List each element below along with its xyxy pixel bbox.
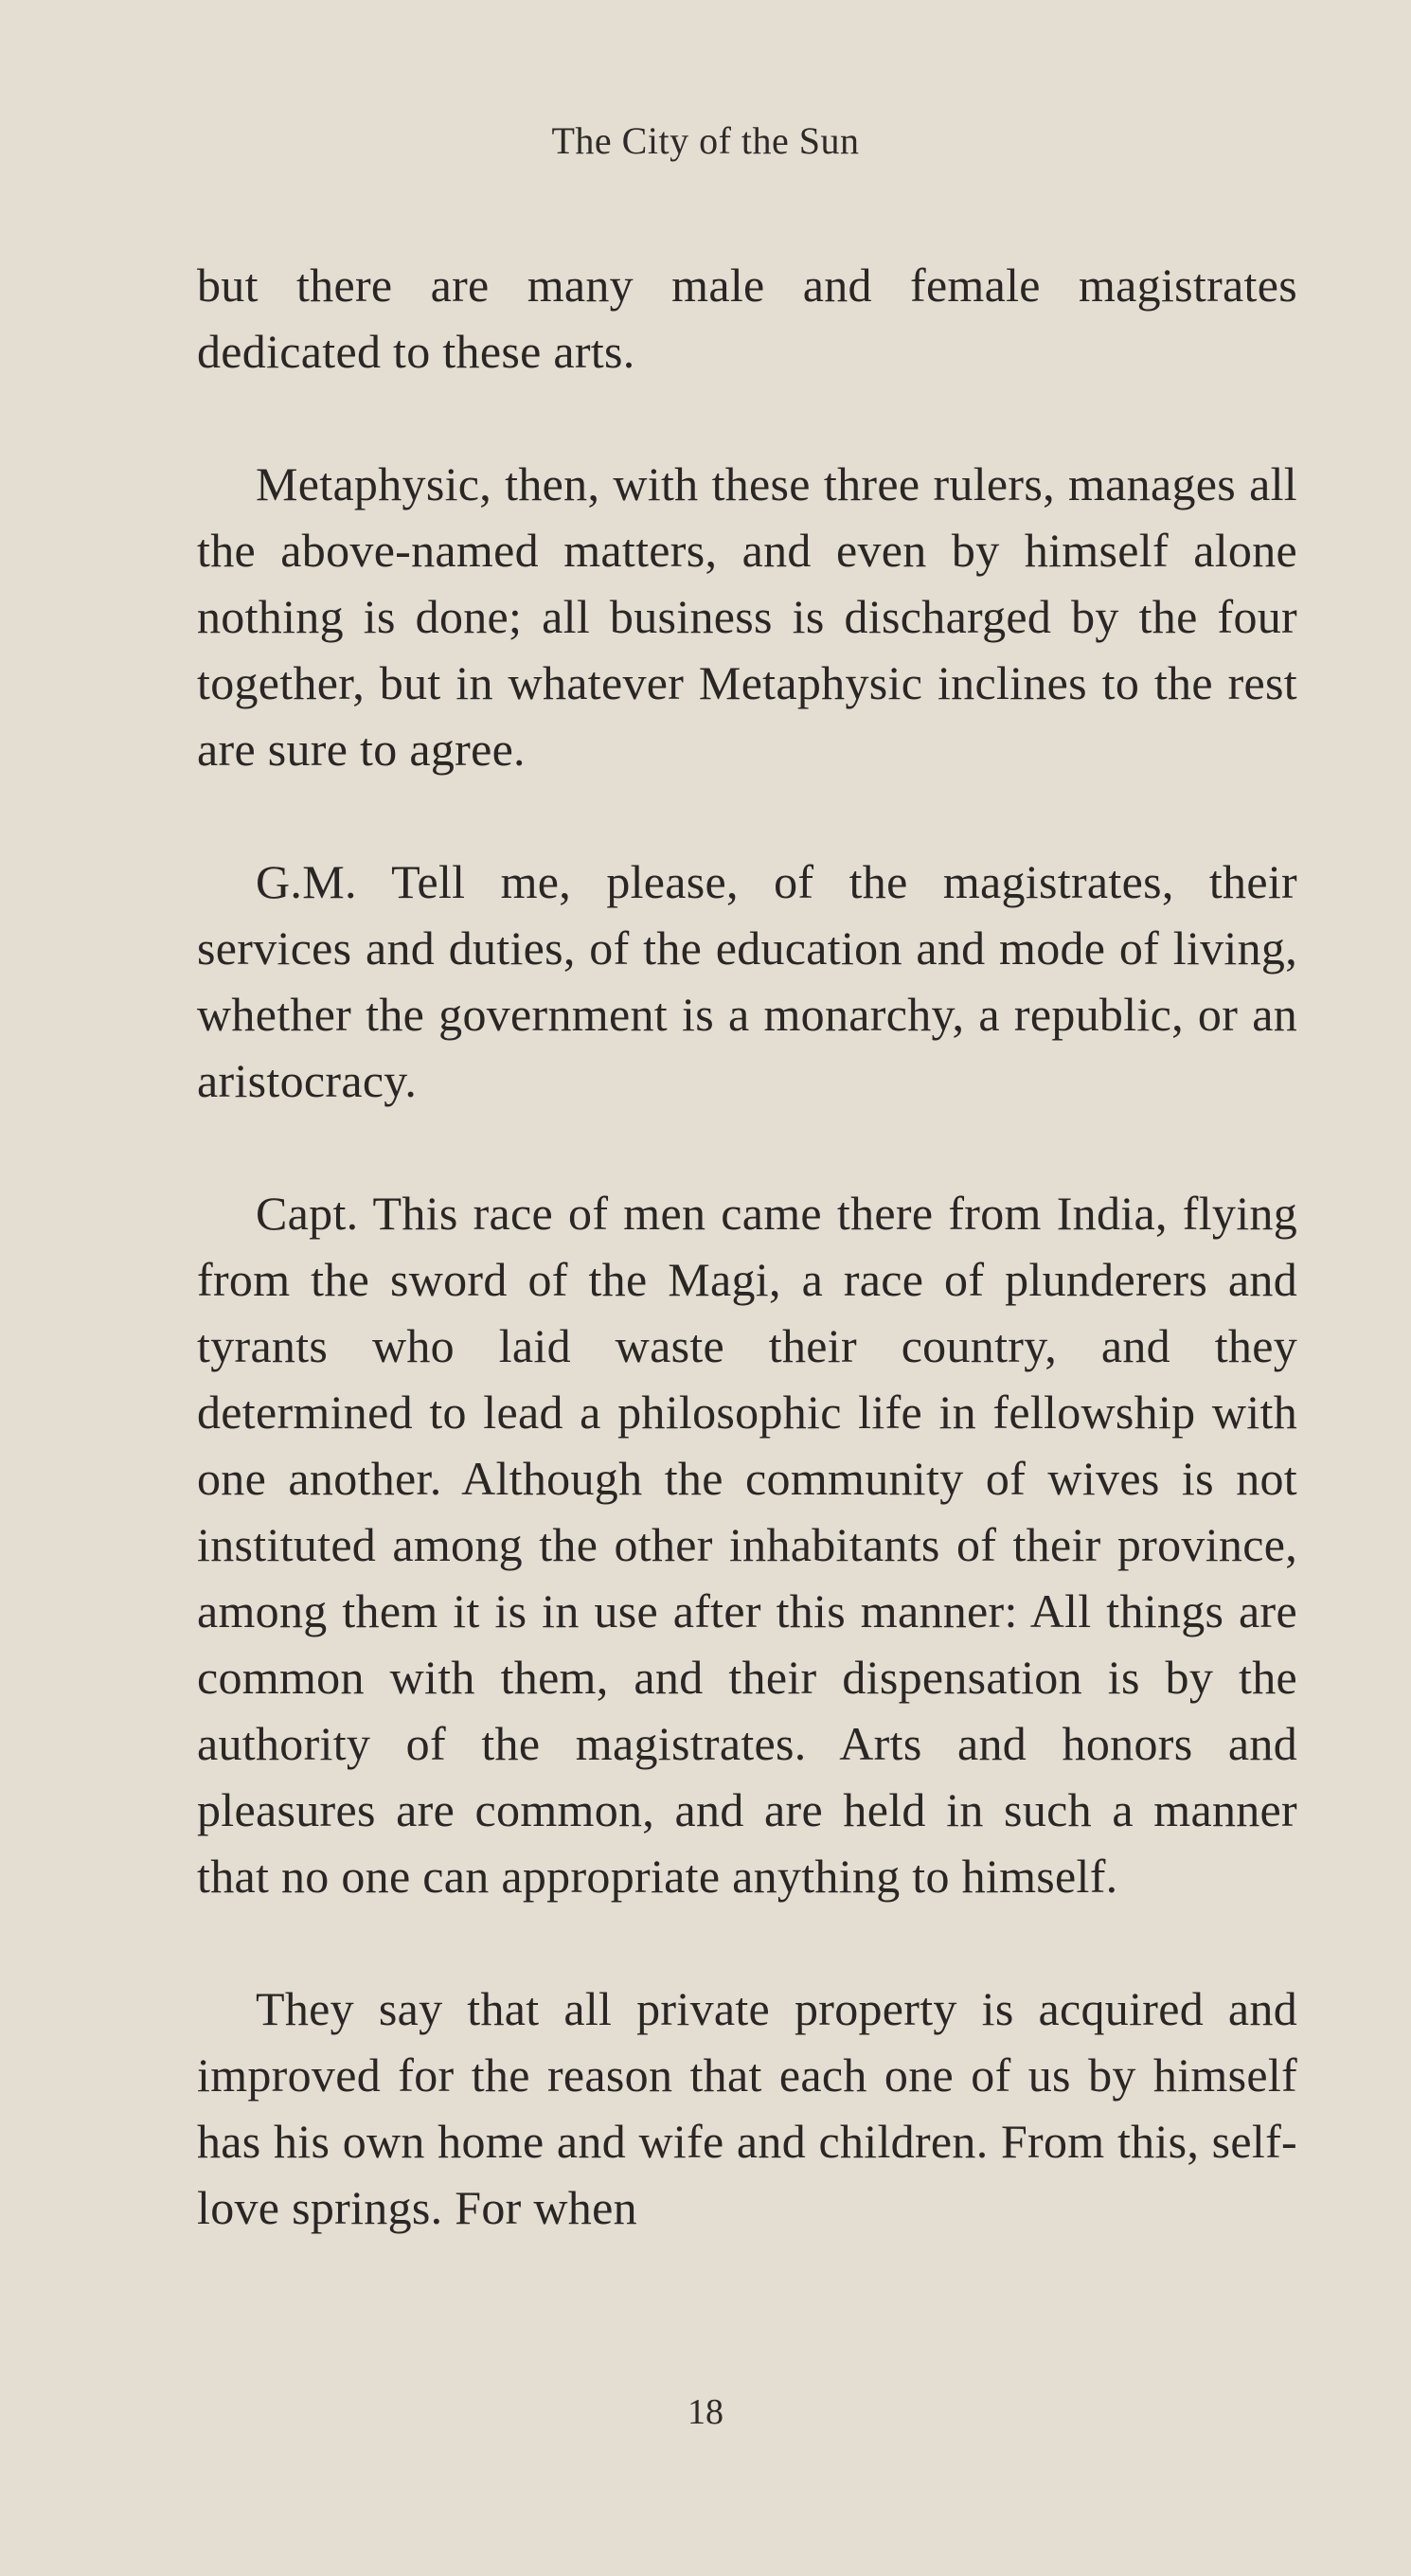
paragraph-capt-answer: Capt. This race of men came there from India, flying from the sword of the Magi, a race of plunderers and tyrants who laid waste their country, and they determined to lead a philosophic life in fellowship with one another. Although the community of wives is not instituted among the other inhabitants of their province, among them it is in use after this manner: All things are common with them, and their dispensation is by the authority of the magistrates. Arts and honors and pleasures are common, and are held in such a manner that no one can appropriate anything to himself.: [197, 1187, 1297, 1903]
paragraph-metaphysic: Metaphysic, then, with these three rulers, manages all the above-named matters, and even by himself alone nothing is done; all business is discharged by the four together, but in whatever Metaphysic inclines to the rest are sure to agree.: [197, 457, 1297, 776]
paragraph-continued: but there are many male and female magistrates dedicated to these arts.: [197, 259, 1297, 378]
running-head-title: The City of the Sun: [551, 119, 860, 162]
page-number: 18: [688, 2392, 723, 2432]
paragraph-gm-question: G.M. Tell me, please, of the magistrates, their services and duties, of the education and mode of living, whether the government is a monarchy, a republic, or an aristocracy.: [197, 855, 1297, 1107]
body-text: [197, 252, 1297, 2307]
paragraph-private-property: They say that all private property is acquired and improved for the reason that each one of us by himself has his own home and wife and children. From this, self-love springs. For when: [197, 1982, 1297, 2234]
